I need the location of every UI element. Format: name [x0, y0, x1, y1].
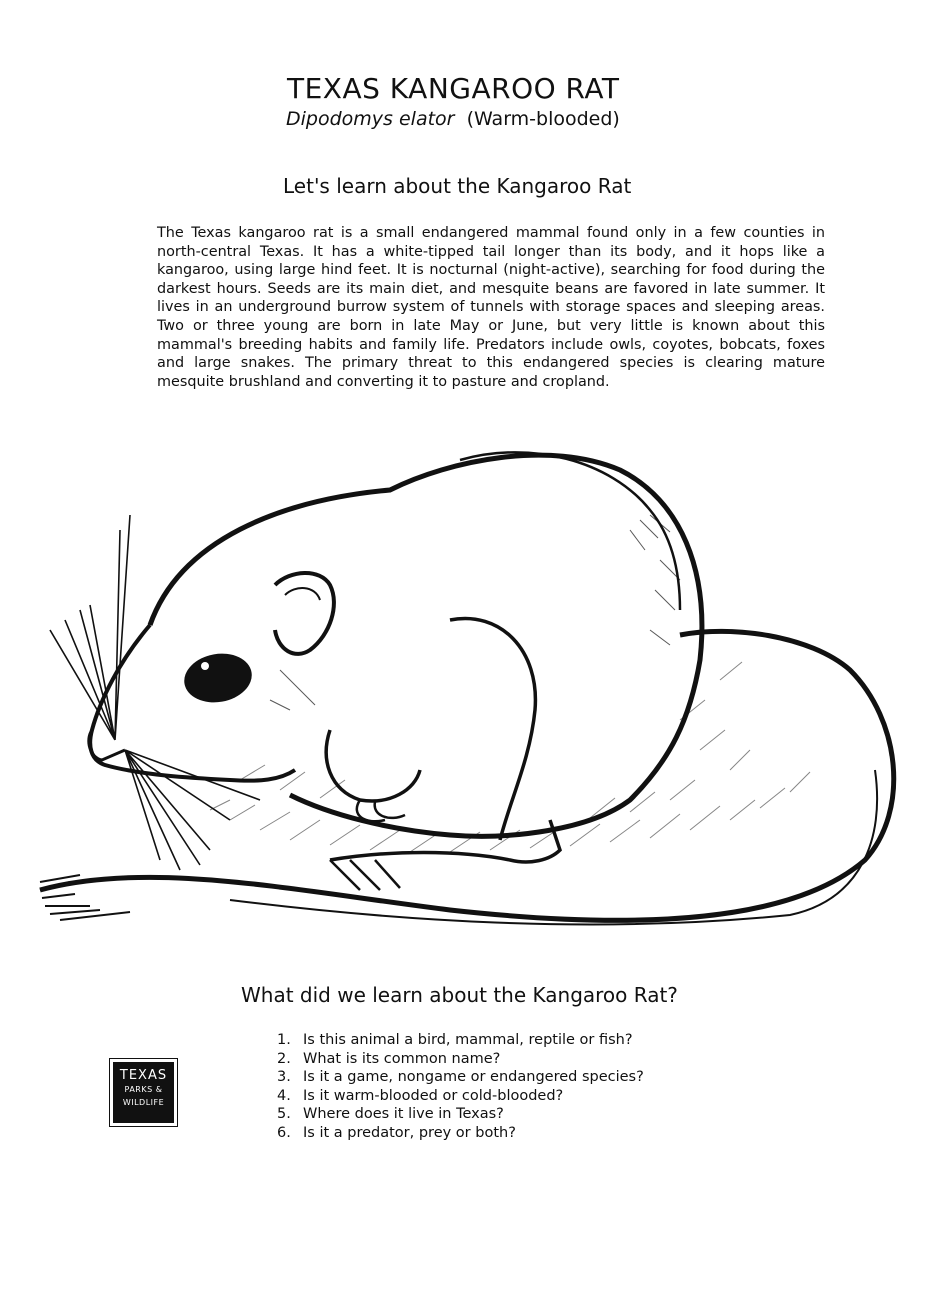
ear: [275, 573, 334, 654]
texas-parks-wildlife-logo: [109, 1058, 178, 1127]
question-text: Is this animal a bird, mammal, reptile or fish?: [303, 1032, 633, 1048]
nose: [89, 730, 125, 760]
quiz-heading: What did we learn about the Kangaroo Rat?: [241, 983, 678, 1007]
list-item: [277, 1068, 644, 1087]
question-text: What is its common name?: [303, 1050, 501, 1067]
subtitle: [286, 108, 620, 130]
question-text: Is it warm-blooded or cold-blooded?: [303, 1087, 564, 1104]
ear-inner: [285, 588, 320, 600]
learn-heading: Let's learn about the Kangaroo Rat: [283, 174, 632, 198]
blood-type-label: (Warm-blooded): [466, 108, 620, 130]
intro-paragraph: The Texas kangaroo rat is a small endangered mammal found only in a few counties in north-central Texas. It has a white-tipped tail longer than its body, and it hops like a kangaroo, using large hind feet. It is nocturnal (night-active), searching for food during the darkest hours. Seeds are its main diet, and mesquite beans are favored in late summer. It lives in an underground burrow system of tunnels with storage spaces and sleeping areas. Two or three young are born in late May or June, but very little is known about this mammal's breeding habits and family life. Predators include owls, coyotes, bobcats, foxes and large snakes. The primary threat to this endangered species is clearing mature mesquite brushland and converting it to pasture and cropland.: [157, 225, 825, 390]
scientific-name: Dipodomys elator: [286, 108, 455, 130]
back-shading-line: [460, 452, 680, 610]
kangaroo-rat-illustration: [30, 420, 930, 960]
front-paw: [357, 800, 405, 821]
page-title: TEXAS KANGAROO RAT: [287, 72, 620, 105]
question-text: Is it a game, nongame or endangered species?: [303, 1069, 644, 1086]
list-item: [277, 1031, 644, 1050]
question-number: 3.: [277, 1069, 291, 1086]
logo-text-parks: PARKS &: [124, 1085, 163, 1094]
hind-foot: [330, 820, 560, 862]
eye-highlight: [201, 662, 209, 670]
logo-badge: [113, 1062, 174, 1123]
question-number: 2.: [277, 1050, 291, 1067]
toes: [330, 860, 400, 890]
question-number: 4.: [277, 1087, 291, 1104]
question-number: 1.: [277, 1032, 291, 1048]
question-text: Where does it live in Texas?: [303, 1106, 504, 1123]
list-item: [277, 1087, 644, 1106]
question-number: 6.: [277, 1124, 291, 1141]
question-list: [277, 1031, 644, 1143]
foreleg: [326, 730, 420, 801]
logo-text-wildlife: WILDLIFE: [122, 1098, 165, 1107]
hind-leg: [450, 618, 535, 840]
question-text: Is it a predator, prey or both?: [303, 1124, 516, 1141]
logo-text-texas: TEXAS: [119, 1068, 168, 1083]
question-number: 5.: [277, 1106, 291, 1123]
list-item: [277, 1105, 644, 1124]
eye: [180, 648, 255, 707]
list-item: [277, 1050, 644, 1069]
list-item: [277, 1124, 644, 1143]
